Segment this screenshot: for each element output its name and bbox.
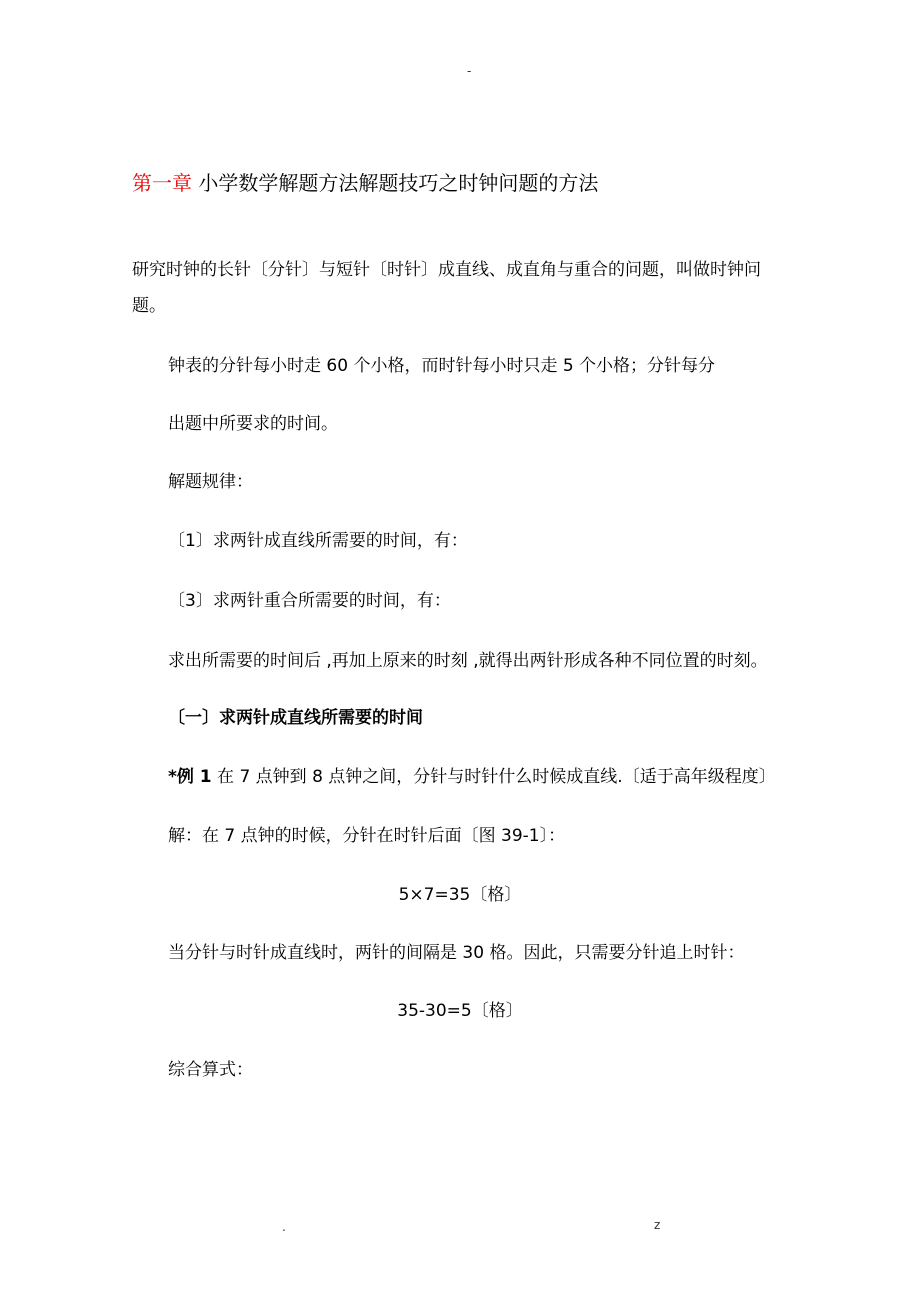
section-heading: 〔一〕求两针成直线所需要的时间	[168, 708, 423, 728]
example-text: 在 7 点钟到 8 点钟之间，分针与时针什么时候成直线.〔适于高年级程度〕	[217, 767, 776, 787]
solution-text: 解：在 7 点钟的时候，分针在时针后面〔图 39-1〕：	[168, 826, 566, 846]
paragraph-2: 出题中所要求的时间。	[168, 414, 338, 434]
rules-label: 解题规律：	[168, 472, 253, 492]
rule-3: 〔3〕求两针重合所需要的时间，有：	[168, 591, 451, 611]
page-title	[132, 169, 598, 197]
footer-left: .	[282, 1220, 286, 1234]
equation-1: 5×7=35〔格〕	[398, 885, 522, 905]
intro-line-1: 研究时钟的长针〔分针〕与短针〔时针〕成直线、成直角与重合的问题，叫做时钟问	[132, 260, 761, 280]
rule-1: 〔1〕求两针成直线所需要的时间，有：	[168, 531, 468, 551]
title-text: 小学数学解题方法解题技巧之时钟问题的方法	[198, 171, 599, 195]
after-text: 求出所需要的时间后 ,再加上原来的时刻 ,就得出两针形成各种不同位置的时刻。	[168, 651, 768, 671]
footer-right: z	[654, 1218, 661, 1232]
equation-2: 35-30=5〔格〕	[397, 1001, 523, 1021]
chapter-label: 第一章	[132, 171, 192, 195]
example-1	[168, 764, 776, 790]
when-text: 当分针与时针成直线时，两针的间隔是 30 格。因此，只需要分针追上时针：	[168, 943, 745, 963]
example-label: *例 1	[168, 767, 212, 787]
combined-label: 综合算式：	[168, 1060, 253, 1080]
paragraph-1: 钟表的分针每小时走 60 个小格，而时针每小时只走 5 个小格；分针每分	[168, 356, 716, 376]
header-mark: -	[467, 64, 472, 78]
intro-line-2: 题。	[132, 296, 166, 316]
